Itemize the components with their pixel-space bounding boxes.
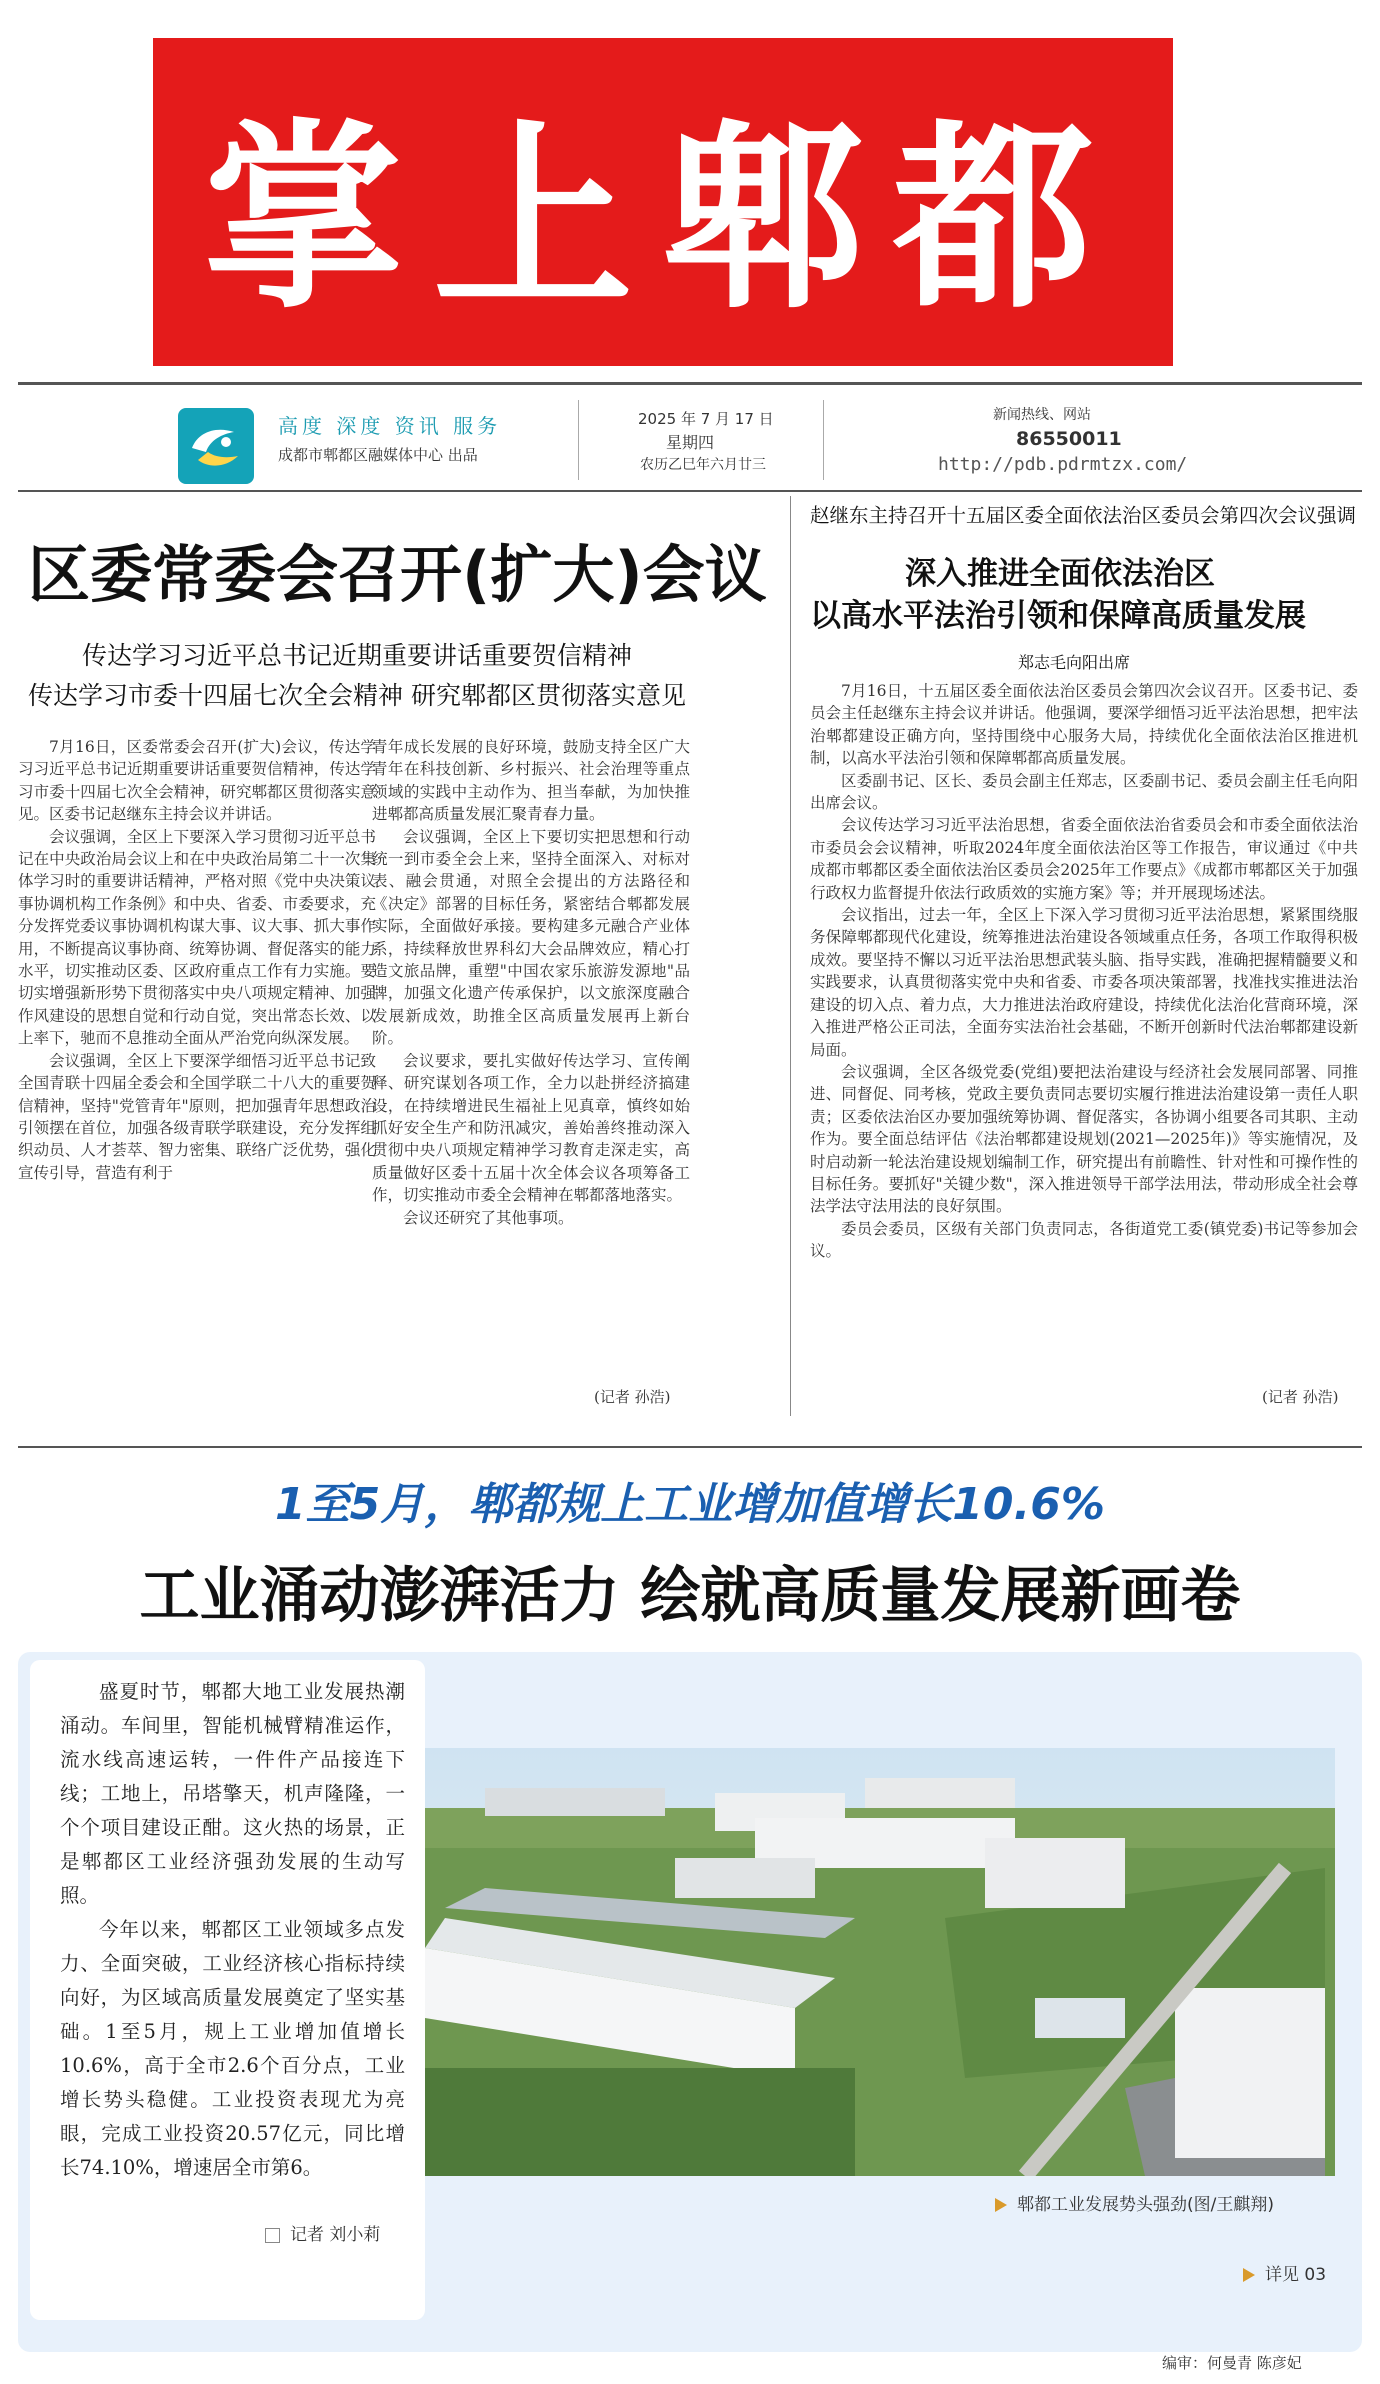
- hotline-phone: 86550011: [1016, 428, 1122, 450]
- right-attendees: 郑志毛向阳出席: [1018, 653, 1131, 672]
- info-rule: [18, 490, 1362, 492]
- masthead-title: 掌上郫都: [202, 102, 1123, 336]
- right-headline-2: 以高水平法治引领和保障高质量发展: [810, 598, 1306, 634]
- info-divider: [578, 400, 579, 480]
- photo-caption-text: 郫都工业发展势头强劲(图/王麒翔): [1017, 2195, 1274, 2215]
- info-bar: [18, 390, 1362, 490]
- feature-byline: [265, 2220, 380, 2245]
- feature-kicker: 1至5月，郫都规上工业增加值增长10.6%: [275, 1479, 1105, 1530]
- caption-triangle-icon: [995, 2198, 1007, 2212]
- website-url[interactable]: http://pdb.pdrmtzx.com/: [938, 454, 1188, 475]
- left-article-col2: [372, 736, 690, 1229]
- weekday: 星期四: [666, 433, 715, 452]
- info-divider: [823, 400, 824, 480]
- paragraph: 会议强调，全区上下要深学细悟习近平总书记致全国青联十四届全委会和全国学联二十八大的重要贺信精神，坚持"党管青年"原则，把加强青年思想政治引领摆在首位，加强各级青联学联建设，充分发挥组织动员、人才荟萃、智力密集、联络广泛优势，强化宣传引导，营造有利于: [18, 1051, 376, 1182]
- column-divider: [790, 496, 791, 1416]
- paragraph: 会议强调，全区各级党委(党组)要把法治建设与经济社会发展同部署、同推进、同督促、同考核，党政主要负责同志要切实履行推进法治建设第一责任人职责；区委依法治区办要加强统筹协调、督促落实，各协调小组要各司其职、主动作为。要全面总结评估《法治郫都建设规划(2021—2025年)》等实施情况，及时启动新一轮法治建设规划编制工作，研究提出有前瞻性、针对性和可操作性的目标任务。要抓好"关键少数"，深入推进领导干部学法用法，带动形成全社会尊法学法守法用法的良好氛围。: [810, 1062, 1358, 1216]
- right-byline: (记者 孙浩): [1262, 1388, 1339, 1406]
- paragraph: 盛夏时节，郫都大地工业发展热潮涌动。车间里，智能机械臂精准运作，流水线高速运转，一件件产品接连下线；工地上，吊塔擎天，机声隆隆，一个个项目建设正酣。这火热的场景，正是郫都区工业经济强劲发展的生动写照。: [60, 1680, 405, 1907]
- paragraph: 会议强调，全区上下要切实把思想和行动统一到市委全会上来，坚持全面深入、对标对表、融会贯通，对照全会提出的方法路径和《决定》部署的目标任务，紧密结合郫都发展实际，全面做好承接。要构建多元融合产业体系，持续释放世界科幻大会品牌效应，精心打造文旅品牌，重塑"中国农家乐旅游发源地"品牌，加强文化遗产传承保护，以文旅深度融合发展新成效，助推全区高质量发展再上新台阶。: [372, 827, 690, 1048]
- top-rule: [18, 382, 1362, 385]
- paragraph: 7月16日，区委常委会召开(扩大)会议，传达学习习近平总书记近期重要讲话重要贺信精神，传达学习市委十四届七次全会精神，研究郫都区贯彻落实意见。区委书记赵继东主持会议并讲话。: [18, 738, 376, 824]
- left-subhead-2: 传达学习市委十四届七次全会精神 研究郫都区贯彻落实意见: [28, 681, 686, 710]
- left-article-col1: [18, 736, 376, 1184]
- photo-caption: [995, 2190, 1274, 2215]
- paragraph: 今年以来，郫都区工业领域多点发力、全面突破，工业经济核心指标持续向好，为区域高质量发展奠定了坚实基础。1至5月，规上工业增加值增长10.6%，高于全市2.6个百分点，工业增长势头稳健。工业投资表现尤为亮眼，完成工业投资20.57亿元，同比增长74.10%，增速居全市第6。: [60, 1918, 405, 2179]
- right-article-body: [810, 680, 1358, 1263]
- paragraph: 区委副书记、区长、委员会副主任郑志，区委副书记、委员会副主任毛向阳出席会议。: [810, 771, 1358, 813]
- publisher: 成都市郫都区融媒体中心 出品: [278, 446, 478, 464]
- industrial-park-photo: [425, 1748, 1335, 2176]
- paragraph: 会议还研究了其他事项。: [403, 1208, 574, 1227]
- checkbox-icon: [265, 2228, 280, 2243]
- left-headline: 区委常委会召开(扩大)会议: [28, 538, 767, 611]
- right-kicker: 赵继东主持召开十五届区委全面依法治区委员会第四次会议强调: [810, 504, 1357, 527]
- editors-credit: 编审：何曼青 陈彦妃: [1162, 2354, 1302, 2372]
- left-byline: (记者 孙浩): [594, 1388, 671, 1406]
- paragraph: 委员会委员，区级有关部门负责同志，各街道党工委(镇党委)书记等参加会议。: [810, 1219, 1358, 1261]
- feature-title: 工业涌动澎湃活力 绘就高质量发展新画卷: [139, 1561, 1241, 1631]
- right-headline-1: 深入推进全面依法治区: [905, 556, 1215, 592]
- paragraph: 7月16日，十五届区委全面依法治区委员会第四次会议召开。区委书记、委员会主任赵继东主持会议并讲话。他强调，要深学细悟习近平法治思想，把牢法治郫都建设正确方向，坚持围绕中心服务大局，持续优化全面依法治区推进机制，以高水平法治引领和保障郫都高质量发展。: [810, 682, 1358, 768]
- paragraph: 会议指出，过去一年，全区上下深入学习贯彻习近平法治思想，紧紧围绕服务保障郫都现代化建设，统筹推进法治建设各领域重点任务，各项工作取得积极成效。要坚持不懈以习近平法治思想武装头脑、指导实践，准确把握精髓要义和实践要求，认真贯彻落实党中央和省委、市委各项决策部署，找准找实推进法治建设的切入点、着力点，大力推进法治政府建设，持续优化法治化营商环境，深入推进严格公正司法，全面夯实法治社会基础，不断开创新时代法治郫都建设新局面。: [810, 906, 1358, 1059]
- tagline: 高度 深度 资讯 服务: [278, 414, 502, 438]
- lunar-date: 农历乙巳年六月廿三: [640, 457, 766, 473]
- feature-body: [60, 1675, 405, 2185]
- hotline-label: 新闻热线、网站: [993, 407, 1091, 423]
- logo-icon: [178, 408, 254, 484]
- arrow-icon: [1243, 2268, 1255, 2282]
- left-subhead-1: 传达学习习近平总书记近期重要讲话重要贺信精神: [82, 641, 633, 670]
- see-more-link[interactable]: [1243, 2260, 1326, 2285]
- paragraph: 会议传达学习习近平法治思想，省委全面依法治省委员会和市委全面依法治市委员会会议精神，听取2024年度全面依法治区等工作报告，审议通过《中共成都市郫都区委全面依法治区委员会2025年工作要点》《成都市郫都区关于加强行政权力监督提升依法行政质效的实施方案》等；并开展现场述法。: [810, 816, 1358, 902]
- section-rule: [18, 1446, 1362, 1448]
- issue-date: 2025 年 7 月 17 日: [638, 410, 774, 428]
- see-more-text: 详见 03: [1265, 2265, 1327, 2285]
- masthead: [153, 38, 1173, 366]
- feature-byline-text: 记者 刘小莉: [290, 2225, 381, 2245]
- paragraph: 青年成长发展的良好环境，鼓励支持全区广大青年在科技创新、乡村振兴、社会治理等重点领域的实践中主动作为、担当奉献，为加快推进郫都高质量发展汇聚青春力量。: [372, 738, 690, 824]
- paragraph: 会议要求，要扎实做好传达学习、宣传阐释、研究谋划各项工作，全力以赴拼经济搞建设，在持续增进民生福祉上见真章，慎终如始抓好安全生产和防汛减灾，善始善终推动深入贯彻中央八项规定精神学习教育走深走实，高质量做好区委十五届十次全体会议各项筹备工作，切实推动市委全会精神在郫都落地落实。: [372, 1051, 690, 1205]
- paragraph: 会议强调，全区上下要深入学习贯彻习近平总书记在中央政治局会议上和在中央政治局第二十一次集体学习时的重要讲话精神，严格对照《党中央决策议事协调机构工作条例》和中央、省委、市委要求，充分发挥党委议事协调机构谋大事、议大事、抓大事作用，不断提高议事协商、统筹协调、督促落实的能力水平，切实推动区委、区政府重点工作有力实施。要切实增强新形势下贯彻落实中央八项规定精神、加强作风建设的思想自觉和行动自觉，突出常态长效、以上率下，驰而不息推动全面从严治党向纵深发展。: [18, 827, 376, 1048]
